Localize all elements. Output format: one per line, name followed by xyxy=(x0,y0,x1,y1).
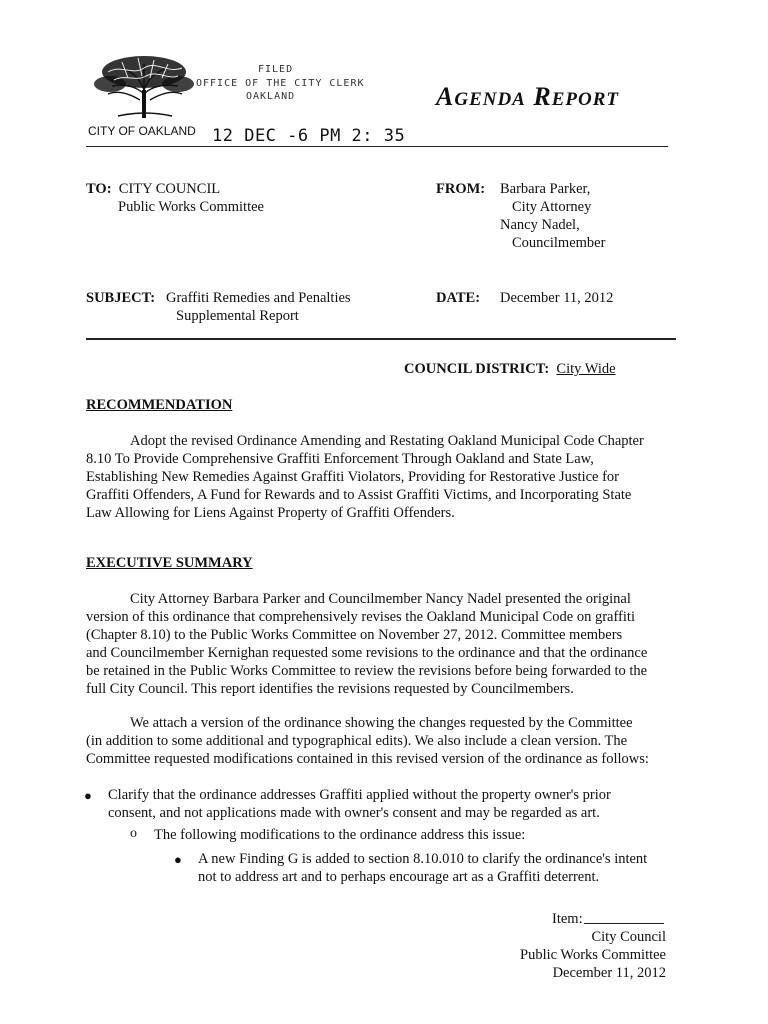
page-title xyxy=(436,82,619,112)
to-block xyxy=(86,180,220,198)
summary-line: and Councilmember Kernighan requested some revisions to the ordinance and that the ordinance xyxy=(86,645,648,661)
city-of-oakland-label: CITY OF OAKLAND xyxy=(88,124,196,138)
from-line3: Nancy Nadel, xyxy=(500,217,580,233)
stamp-office: OFFICE OF THE CITY CLERK xyxy=(196,78,365,89)
title-eport: EPORT xyxy=(551,89,619,110)
sub-sub-bullet-dot-icon: ● xyxy=(174,852,182,867)
summary-line: (in addition to some additional and typographical edits). We also include a clean version. The xyxy=(86,733,628,749)
stamp-oakland: OAKLAND xyxy=(246,91,296,102)
to-line1: CITY COUNCIL xyxy=(118,181,221,197)
header-rule xyxy=(86,146,668,147)
executive-summary-para2 xyxy=(86,714,649,768)
district-value: City Wide xyxy=(556,361,616,377)
subject-line2: Supplemental Report xyxy=(176,308,299,324)
footer-item-label: Item: xyxy=(552,911,583,927)
recommendation-line: Graffiti Offenders, A Fund for Rewards and to Assist Graffiti Victims, and Incorporating State xyxy=(86,487,632,503)
bullet-line: Clarify that the ordinance addresses Graffiti applied without the property owner's prior xyxy=(108,787,611,803)
recommendation-line: Law Allowing for Liens Against Property of Graffiti Offenders. xyxy=(86,505,455,521)
from-line1: Barbara Parker, xyxy=(500,181,591,197)
subject-label: SUBJECT: xyxy=(86,290,156,306)
sub-bullet-item xyxy=(154,826,525,844)
from-label: FROM: xyxy=(436,181,486,197)
sub-bullet-line: The following modifications to the ordinance address this issue: xyxy=(154,827,526,843)
bullet-dot-icon: ● xyxy=(84,788,92,803)
to-line2: Public Works Committee xyxy=(118,199,264,215)
footer-line3: December 11, 2012 xyxy=(552,965,666,981)
sub-bullet-circle-icon: o xyxy=(130,826,137,841)
date-value: December 11, 2012 xyxy=(500,290,614,306)
summary-line: We attach a version of the ordinance showing the changes requested by the Committee xyxy=(130,715,633,731)
title-initial-a: A xyxy=(436,82,455,111)
summary-line: (Chapter 8.10) to the Public Works Committee on November 27, 2012. Committee members xyxy=(86,627,623,643)
to-label: TO: xyxy=(86,181,112,197)
summary-line: Committee requested modifications contained in this revised version of the ordinance as follows: xyxy=(86,751,649,767)
summary-line: City Attorney Barbara Parker and Councilmember Nancy Nadel presented the original xyxy=(130,591,631,607)
summary-line: full City Council. This report identifies the revisions requested by Councilmembers. xyxy=(86,681,574,697)
from-line4: Councilmember xyxy=(512,235,606,251)
recommendation-heading: RECOMMENDATION xyxy=(86,397,233,413)
council-district xyxy=(404,360,616,378)
executive-summary-heading: EXECUTIVE SUMMARY xyxy=(86,555,253,571)
footer-line1: City Council xyxy=(591,929,666,945)
title-genda: GENDA xyxy=(454,89,526,110)
executive-summary-para1 xyxy=(86,590,647,698)
sub-sub-bullet-item xyxy=(198,850,647,886)
bullet-item xyxy=(108,786,611,822)
footer-item-blank xyxy=(584,923,664,924)
sub-sub-bullet-line: not to address art and to perhaps encourage art as a Graffiti deterrent. xyxy=(198,869,600,885)
recommendation-body xyxy=(86,432,644,522)
summary-line: be retained in the Public Works Committee to review the revisions before being forwarded to the xyxy=(86,663,648,679)
footer-line2: Public Works Committee xyxy=(520,947,666,963)
district-label: COUNCIL DISTRICT: xyxy=(404,361,550,377)
oakland-tree-logo xyxy=(88,50,200,120)
date-label: DATE: xyxy=(436,290,481,306)
recommendation-line: Adopt the revised Ordinance Amending and Restating Oakland Municipal Code Chapter xyxy=(130,433,644,449)
subject-rule xyxy=(86,338,676,340)
recommendation-line: 8.10 To Provide Comprehensive Graffiti Enforcement Through Oakland and State Law, xyxy=(86,451,594,467)
stamp-date: 12 DEC -6 PM 2: 35 xyxy=(212,126,406,146)
from-line2: City Attorney xyxy=(512,199,592,215)
bullet-line: consent, and not applications made with owner's consent and may be regarded as art. xyxy=(108,805,600,821)
sub-sub-bullet-line: A new Finding G is added to section 8.10.010 to clarify the ordinance's intent xyxy=(198,851,648,867)
recommendation-line: Establishing New Remedies Against Graffiti Violators, Providing for Restorative Justice for xyxy=(86,469,619,485)
summary-line: version of this ordinance that comprehensively revises the Oakland Municipal Code on graffiti xyxy=(86,609,635,625)
subject-line1: Graffiti Remedies and Penalties xyxy=(166,290,351,306)
stamp-filed: FILED xyxy=(258,64,294,75)
title-initial-r: R xyxy=(533,82,552,111)
